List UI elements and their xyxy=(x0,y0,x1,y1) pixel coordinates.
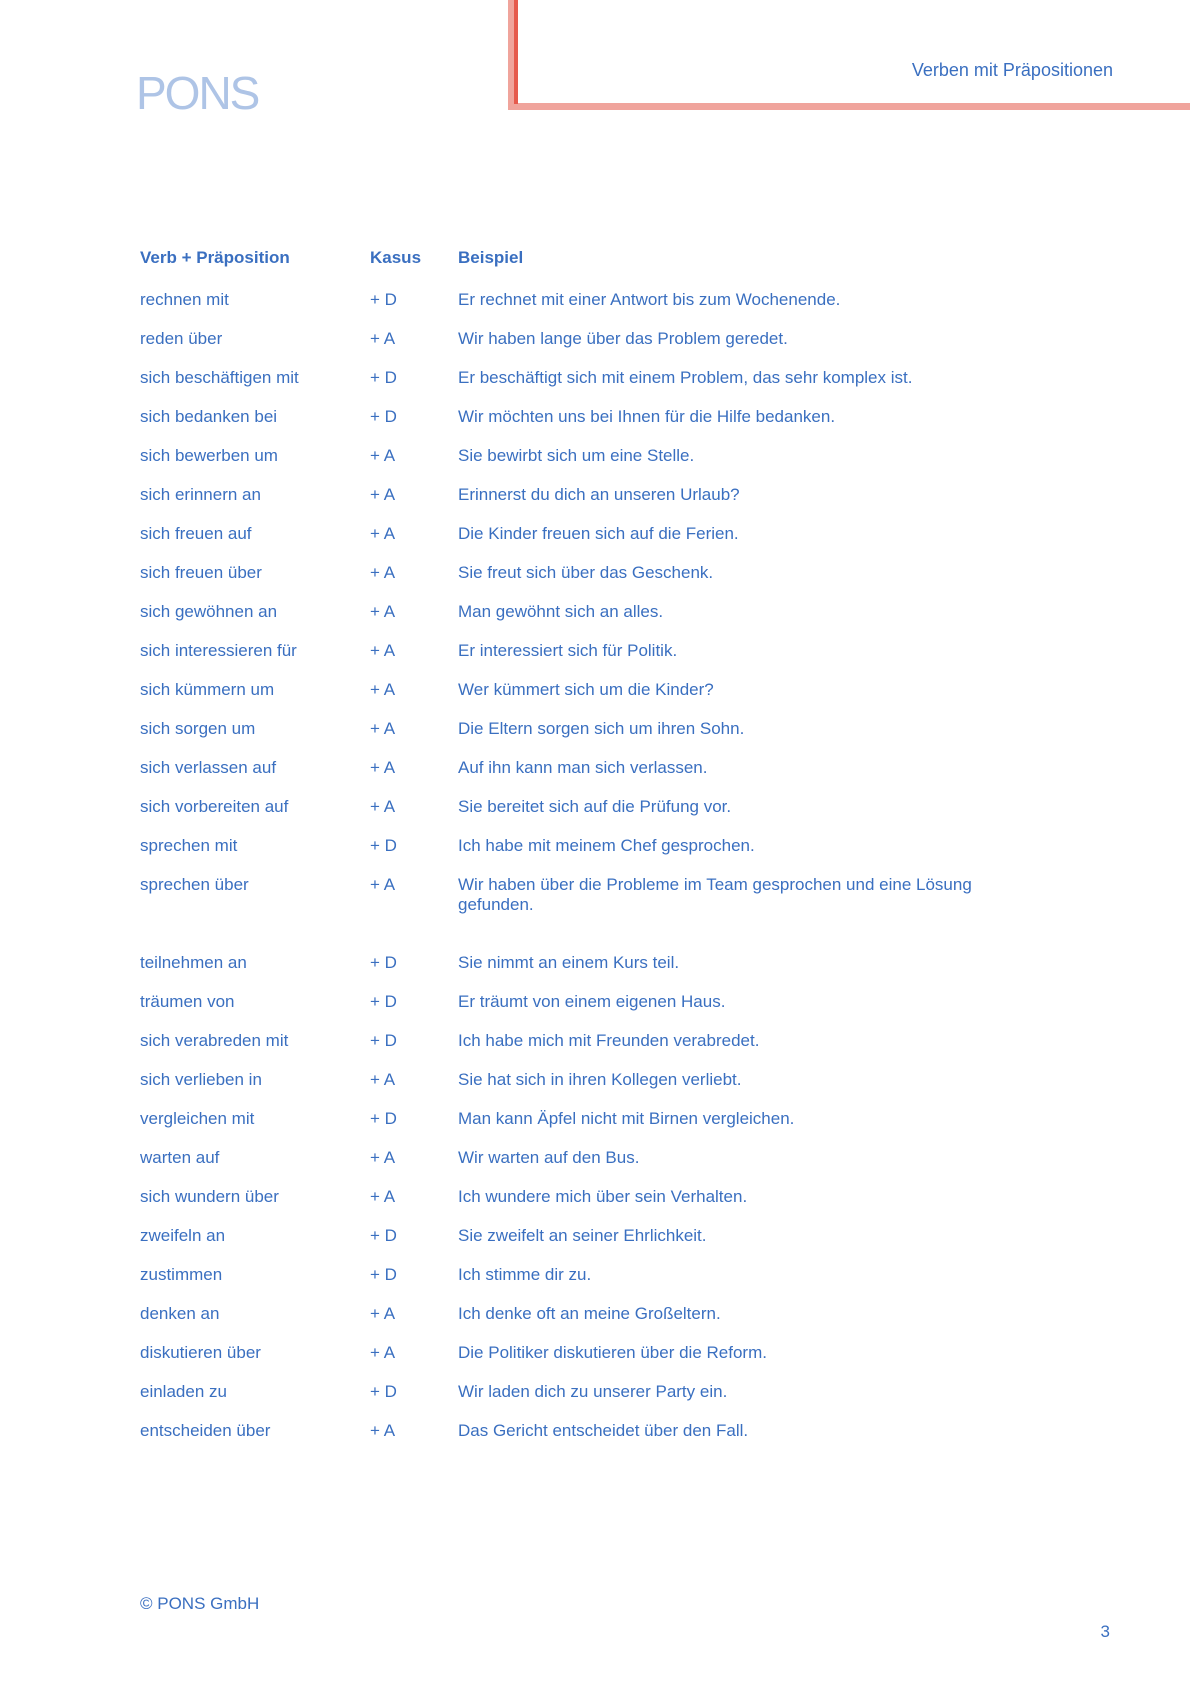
example-cell: Wir möchten uns bei Ihnen für die Hilfe bedanken. xyxy=(458,407,836,426)
verb-cell: träumen von xyxy=(140,992,235,1011)
kasus-cell: + D xyxy=(370,836,397,855)
verb-cell: sich interessieren für xyxy=(140,641,297,660)
kasus-cell: + A xyxy=(370,1421,396,1440)
table-row xyxy=(140,797,998,836)
example-cell: Sie hat sich in ihren Kollegen verliebt. xyxy=(458,1070,742,1089)
kasus-cell: + D xyxy=(370,368,397,387)
verb-cell: zweifeln an xyxy=(140,1226,226,1245)
kasus-cell: + A xyxy=(370,1187,396,1206)
example-cell: Wir haben über die Probleme im Team gesprochen und eine Lösung gefunden. xyxy=(458,875,972,914)
example-cell: Die Kinder freuen sich auf die Ferien. xyxy=(458,524,739,543)
kasus-cell: + A xyxy=(370,485,396,504)
kasus-cell: + A xyxy=(370,602,396,621)
kasus-cell: + A xyxy=(370,758,396,777)
table-row xyxy=(140,1148,998,1187)
table-row xyxy=(140,1187,998,1226)
page-header-title: Verben mit Präpositionen xyxy=(911,60,1113,80)
table-row xyxy=(140,524,998,563)
example-cell: Das Gericht entscheidet über den Fall. xyxy=(458,1421,749,1440)
table-row xyxy=(140,1226,998,1265)
table-row xyxy=(140,1031,998,1070)
kasus-cell: + D xyxy=(370,290,397,309)
verb-cell: sich bedanken bei xyxy=(140,407,278,426)
table-row xyxy=(140,329,998,368)
kasus-cell: + A xyxy=(370,875,396,894)
verb-cell: sich wundern über xyxy=(140,1187,279,1206)
table-row xyxy=(140,836,998,875)
table-row xyxy=(140,1343,998,1382)
example-cell: Wir laden dich zu unserer Party ein. xyxy=(458,1382,728,1401)
kasus-cell: + A xyxy=(370,1148,396,1167)
table-row xyxy=(140,1070,998,1109)
verb-cell: reden über xyxy=(140,329,223,348)
table-row xyxy=(140,563,998,602)
table-row xyxy=(140,719,998,758)
kasus-cell: + D xyxy=(370,1226,397,1245)
verb-cell: sich gewöhnen an xyxy=(140,602,278,621)
example-cell: Er rechnet mit einer Antwort bis zum Wochenende. xyxy=(458,290,841,309)
kasus-cell: + D xyxy=(370,1109,397,1128)
verb-cell: entscheiden über xyxy=(140,1421,271,1440)
table-row xyxy=(140,1109,998,1148)
table-row xyxy=(140,992,998,1031)
table-row xyxy=(140,446,998,485)
table-row xyxy=(140,290,998,329)
verb-cell: sich erinnern an xyxy=(140,485,261,504)
kasus-cell: + D xyxy=(370,992,397,1011)
table-row xyxy=(140,1304,998,1343)
pons-logo: PONS xyxy=(136,67,259,119)
column-header-kasus: Kasus xyxy=(370,248,422,267)
verb-cell: sich sorgen um xyxy=(140,719,256,738)
verb-cell: sich kümmern um xyxy=(140,680,275,699)
kasus-cell: + A xyxy=(370,446,396,465)
verb-cell: sich freuen über xyxy=(140,563,262,582)
verb-cell: teilnehmen an xyxy=(140,953,247,972)
table-row xyxy=(140,875,998,953)
example-cell: Wir haben lange über das Problem geredet. xyxy=(458,329,788,348)
verb-cell: diskutieren über xyxy=(140,1343,261,1362)
example-cell: Wir warten auf den Bus. xyxy=(458,1148,640,1167)
table-row xyxy=(140,1265,998,1304)
kasus-cell: + A xyxy=(370,563,396,582)
header-frame-accent xyxy=(514,0,1190,104)
example-cell: Er beschäftigt sich mit einem Problem, das sehr komplex ist. xyxy=(458,368,913,387)
table-header-row xyxy=(140,248,998,290)
kasus-cell: + A xyxy=(370,329,396,348)
kasus-cell: + A xyxy=(370,524,396,543)
example-cell: Ich habe mit meinem Chef gesprochen. xyxy=(458,836,755,855)
table-row xyxy=(140,758,998,797)
kasus-cell: + D xyxy=(370,1382,397,1401)
table-row xyxy=(140,680,998,719)
example-cell: Ich habe mich mit Freunden verabredet. xyxy=(458,1031,760,1050)
example-cell: Die Politiker diskutieren über die Reform. xyxy=(458,1343,767,1362)
example-cell: Ich wundere mich über sein Verhalten. xyxy=(458,1187,748,1206)
verb-cell: sprechen mit xyxy=(140,836,238,855)
verb-cell: sich vorbereiten auf xyxy=(140,797,289,816)
column-header-example: Beispiel xyxy=(458,248,524,267)
example-cell: Man gewöhnt sich an alles. xyxy=(458,602,664,621)
kasus-cell: + D xyxy=(370,953,397,972)
example-cell: Sie nimmt an einem Kurs teil. xyxy=(458,953,680,972)
table-row xyxy=(140,641,998,680)
example-cell: Wer kümmert sich um die Kinder? xyxy=(458,680,714,699)
kasus-cell: + A xyxy=(370,641,396,660)
example-cell: Ich stimme dir zu. xyxy=(458,1265,592,1284)
verb-cell: einladen zu xyxy=(140,1382,227,1401)
example-cell: Er träumt von einem eigenen Haus. xyxy=(458,992,726,1011)
verb-cell: sich beschäftigen mit xyxy=(140,368,299,387)
kasus-cell: + D xyxy=(370,1031,397,1050)
example-cell: Sie bereitet sich auf die Prüfung vor. xyxy=(458,797,732,816)
verb-cell: sich verlassen auf xyxy=(140,758,277,777)
verb-cell: sich verlieben in xyxy=(140,1070,262,1089)
copyright-notice: © PONS GmbH xyxy=(140,1594,260,1613)
page-number: 3 xyxy=(1100,1622,1110,1641)
table-row xyxy=(140,485,998,524)
table-row xyxy=(140,1421,998,1460)
verb-cell: sich bewerben um xyxy=(140,446,278,465)
example-cell: Erinnerst du dich an unseren Urlaub? xyxy=(458,485,740,504)
kasus-cell: + A xyxy=(370,1304,396,1323)
kasus-cell: + D xyxy=(370,407,397,426)
table-row xyxy=(140,953,998,992)
verb-cell: rechnen mit xyxy=(140,290,229,309)
kasus-cell: + A xyxy=(370,1343,396,1362)
example-cell: Er interessiert sich für Politik. xyxy=(458,641,678,660)
table-row xyxy=(140,368,998,407)
example-cell: Sie freut sich über das Geschenk. xyxy=(458,563,714,582)
column-header-verb: Verb + Präposition xyxy=(140,248,290,267)
table-row xyxy=(140,1382,998,1421)
example-cell: Sie zweifelt an seiner Ehrlichkeit. xyxy=(458,1226,707,1245)
verb-cell: vergleichen mit xyxy=(140,1109,255,1128)
table-row xyxy=(140,602,998,641)
kasus-cell: + A xyxy=(370,1070,396,1089)
example-cell: Die Eltern sorgen sich um ihren Sohn. xyxy=(458,719,745,738)
verb-cell: sich verabreden mit xyxy=(140,1031,289,1050)
table-row xyxy=(140,407,998,446)
kasus-cell: + A xyxy=(370,797,396,816)
kasus-cell: + A xyxy=(370,719,396,738)
kasus-cell: + A xyxy=(370,680,396,699)
example-cell: Sie bewirbt sich um eine Stelle. xyxy=(458,446,695,465)
example-cell: Ich denke oft an meine Großeltern. xyxy=(458,1304,721,1323)
verb-cell: sich freuen auf xyxy=(140,524,252,543)
verb-cell: warten auf xyxy=(140,1148,220,1167)
example-cell: Auf ihn kann man sich verlassen. xyxy=(458,758,708,777)
kasus-cell: + D xyxy=(370,1265,397,1284)
verb-cell: sprechen über xyxy=(140,875,249,894)
verb-cell: zustimmen xyxy=(140,1265,223,1284)
example-cell: Man kann Äpfel nicht mit Birnen vergleichen. xyxy=(458,1109,795,1128)
verb-cell: denken an xyxy=(140,1304,220,1323)
verb-table xyxy=(140,248,998,1460)
